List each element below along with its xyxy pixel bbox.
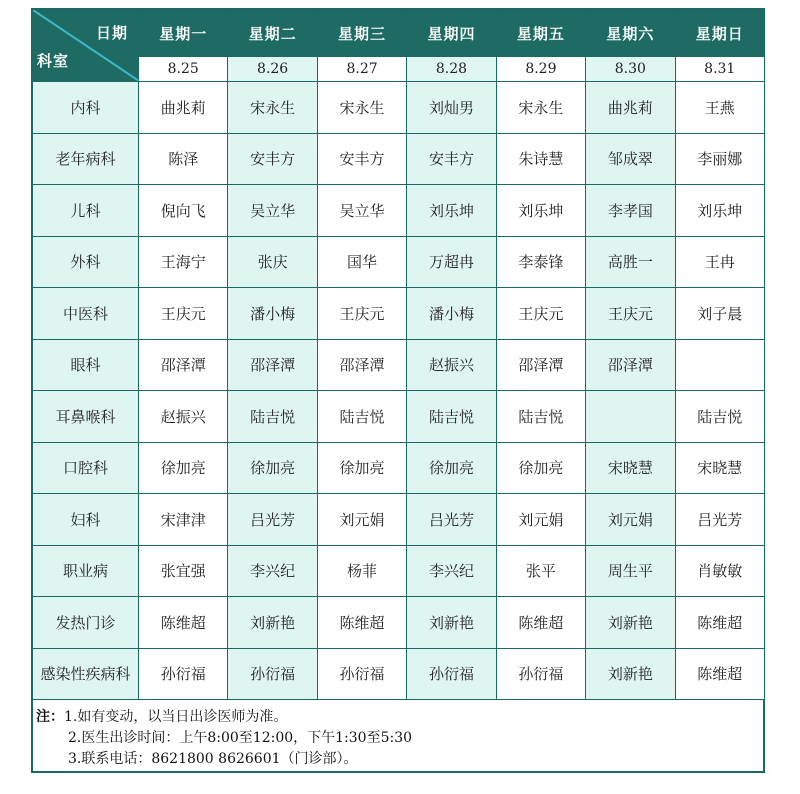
table-row xyxy=(33,391,765,443)
doctor-cell: 曲兆莉 xyxy=(139,82,228,134)
department-cell: 中医科 xyxy=(33,288,139,340)
doctor-cell: 徐加亮 xyxy=(407,442,496,494)
doctor-cell: 徐加亮 xyxy=(228,442,317,494)
table-row xyxy=(33,236,765,288)
table-row xyxy=(33,185,765,237)
department-cell: 职业病 xyxy=(33,545,139,597)
doctor-cell: 赵振兴 xyxy=(139,391,228,443)
table-row xyxy=(33,545,765,597)
department-cell: 妇科 xyxy=(33,494,139,546)
doctor-cell: 刘新艳 xyxy=(228,597,317,649)
doctor-cell: 李兴纪 xyxy=(228,545,317,597)
corner-header-cell xyxy=(33,10,139,82)
doctor-cell xyxy=(675,339,764,391)
date-cell: 8.30 xyxy=(586,57,675,82)
note-text: 3.联系电话：8621800 8626601（门诊部）。 xyxy=(68,751,358,767)
doctor-cell: 张庆 xyxy=(228,236,317,288)
doctor-cell: 吕光芳 xyxy=(407,494,496,546)
table-row xyxy=(33,648,765,700)
doctor-cell: 李兴纪 xyxy=(407,545,496,597)
doctor-cell: 陈维超 xyxy=(675,648,764,700)
doctor-cell: 宋晓慧 xyxy=(675,442,764,494)
notes-lead: 注： xyxy=(36,709,64,725)
doctor-cell: 邵泽潭 xyxy=(496,339,585,391)
doctor-cell: 宋永生 xyxy=(317,82,406,134)
doctor-cell: 吕光芳 xyxy=(675,494,764,546)
doctor-cell: 李泰锋 xyxy=(496,236,585,288)
doctor-cell: 宋永生 xyxy=(228,82,317,134)
doctor-cell: 潘小梅 xyxy=(407,288,496,340)
doctor-cell: 李孝国 xyxy=(586,185,675,237)
weekday-header: 星期五 xyxy=(496,10,585,57)
doctor-cell xyxy=(586,391,675,443)
doctor-cell: 吴立华 xyxy=(317,185,406,237)
doctor-cell: 刘新艳 xyxy=(586,648,675,700)
corner-dept-label: 科室 xyxy=(37,52,70,70)
doctor-cell: 王庆元 xyxy=(139,288,228,340)
doctor-cell: 刘元娟 xyxy=(317,494,406,546)
doctor-cell: 肖敏敏 xyxy=(675,545,764,597)
doctor-cell: 宋永生 xyxy=(496,82,585,134)
doctor-cell: 邵泽潭 xyxy=(317,339,406,391)
weekday-header: 星期一 xyxy=(139,10,228,57)
doctor-cell: 孙衍福 xyxy=(228,648,317,700)
weekday-header: 星期六 xyxy=(586,10,675,57)
date-cell: 8.27 xyxy=(317,57,406,82)
doctor-cell: 陈维超 xyxy=(496,597,585,649)
doctor-cell: 孙衍福 xyxy=(407,648,496,700)
table-row xyxy=(33,597,765,649)
doctor-cell: 高胜一 xyxy=(586,236,675,288)
date-cell: 8.28 xyxy=(407,57,496,82)
doctor-cell: 王冉 xyxy=(675,236,764,288)
weekday-header: 星期日 xyxy=(675,10,764,57)
date-header-row xyxy=(33,57,765,82)
note-line-2 xyxy=(36,728,756,749)
doctor-cell: 徐加亮 xyxy=(317,442,406,494)
doctor-cell: 张宜强 xyxy=(139,545,228,597)
doctor-cell: 李丽娜 xyxy=(675,133,764,185)
department-cell: 口腔科 xyxy=(33,442,139,494)
doctor-cell: 王庆元 xyxy=(586,288,675,340)
doctor-cell: 邵泽潭 xyxy=(139,339,228,391)
doctor-cell: 朱诗慧 xyxy=(496,133,585,185)
doctor-cell: 陆吉悦 xyxy=(675,391,764,443)
doctor-cell: 刘乐坤 xyxy=(407,185,496,237)
doctor-cell: 徐加亮 xyxy=(496,442,585,494)
doctor-cell: 邵泽潭 xyxy=(228,339,317,391)
weekday-header: 星期二 xyxy=(228,10,317,57)
doctor-cell: 刘新艳 xyxy=(586,597,675,649)
doctor-cell: 国华 xyxy=(317,236,406,288)
doctor-cell: 安丰方 xyxy=(228,133,317,185)
table-row xyxy=(33,339,765,391)
corner-day-label: 日期 xyxy=(95,24,128,42)
doctor-cell: 陆吉悦 xyxy=(317,391,406,443)
date-cell: 8.26 xyxy=(228,57,317,82)
doctor-cell: 陈维超 xyxy=(139,597,228,649)
department-cell: 眼科 xyxy=(33,339,139,391)
weekday-header: 星期四 xyxy=(407,10,496,57)
department-cell: 耳鼻喉科 xyxy=(33,391,139,443)
doctor-cell: 王庆元 xyxy=(496,288,585,340)
department-cell: 感染性疾病科 xyxy=(33,648,139,700)
doctor-cell: 倪向飞 xyxy=(139,185,228,237)
doctor-cell: 潘小梅 xyxy=(228,288,317,340)
weekday-header: 星期三 xyxy=(317,10,406,57)
department-cell: 发热门诊 xyxy=(33,597,139,649)
doctor-cell: 邵泽潭 xyxy=(586,339,675,391)
table-row xyxy=(33,288,765,340)
table-row xyxy=(33,442,765,494)
doctor-cell: 宋晓慧 xyxy=(586,442,675,494)
doctor-cell: 杨菲 xyxy=(317,545,406,597)
doctor-cell: 万超冉 xyxy=(407,236,496,288)
department-cell: 外科 xyxy=(33,236,139,288)
date-cell: 8.31 xyxy=(675,57,764,82)
doctor-cell: 王海宁 xyxy=(139,236,228,288)
doctor-cell: 邹成翠 xyxy=(586,133,675,185)
doctor-cell: 陈维超 xyxy=(317,597,406,649)
department-cell: 内科 xyxy=(33,82,139,134)
note-text: 2.医生出诊时间：上午8:00至12:00，下午1:30至5:30 xyxy=(68,730,413,746)
note-line-3 xyxy=(36,749,756,770)
doctor-cell: 王燕 xyxy=(675,82,764,134)
doctor-cell: 赵振兴 xyxy=(407,339,496,391)
table-row xyxy=(33,494,765,546)
doctor-cell: 张平 xyxy=(496,545,585,597)
table-row xyxy=(33,133,765,185)
doctor-cell: 周生平 xyxy=(586,545,675,597)
doctor-cell: 陆吉悦 xyxy=(496,391,585,443)
note-text: 1.如有变动，以当日出诊医师为准。 xyxy=(64,709,288,725)
doctor-cell: 孙衍福 xyxy=(139,648,228,700)
corner-wrap xyxy=(33,10,138,81)
doctor-cell: 刘乐坤 xyxy=(675,185,764,237)
doctor-cell: 王庆元 xyxy=(317,288,406,340)
doctor-cell: 陆吉悦 xyxy=(228,391,317,443)
doctor-cell: 曲兆莉 xyxy=(586,82,675,134)
department-cell: 儿科 xyxy=(33,185,139,237)
doctor-cell: 吴立华 xyxy=(228,185,317,237)
doctor-cell: 刘灿男 xyxy=(407,82,496,134)
doctor-cell: 孙衍福 xyxy=(496,648,585,700)
doctor-cell: 刘新艳 xyxy=(407,597,496,649)
duty-schedule-table xyxy=(32,9,765,700)
doctor-cell: 陈维超 xyxy=(675,597,764,649)
doctor-cell: 刘乐坤 xyxy=(496,185,585,237)
notes-section xyxy=(36,707,756,770)
weekday-header-row xyxy=(33,10,765,57)
doctor-cell: 陈泽 xyxy=(139,133,228,185)
date-cell: 8.25 xyxy=(139,57,228,82)
note-line-1 xyxy=(36,707,756,728)
doctor-cell: 宋津津 xyxy=(139,494,228,546)
date-cell: 8.29 xyxy=(496,57,585,82)
doctor-cell: 陆吉悦 xyxy=(407,391,496,443)
doctor-cell: 徐加亮 xyxy=(139,442,228,494)
doctor-cell: 孙衍福 xyxy=(317,648,406,700)
doctor-cell: 安丰方 xyxy=(407,133,496,185)
doctor-cell: 刘元娟 xyxy=(586,494,675,546)
doctor-cell: 吕光芳 xyxy=(228,494,317,546)
table-row xyxy=(33,82,765,134)
doctor-cell: 安丰方 xyxy=(317,133,406,185)
doctor-cell: 刘元娟 xyxy=(496,494,585,546)
doctor-cell: 刘子晨 xyxy=(675,288,764,340)
department-cell: 老年病科 xyxy=(33,133,139,185)
